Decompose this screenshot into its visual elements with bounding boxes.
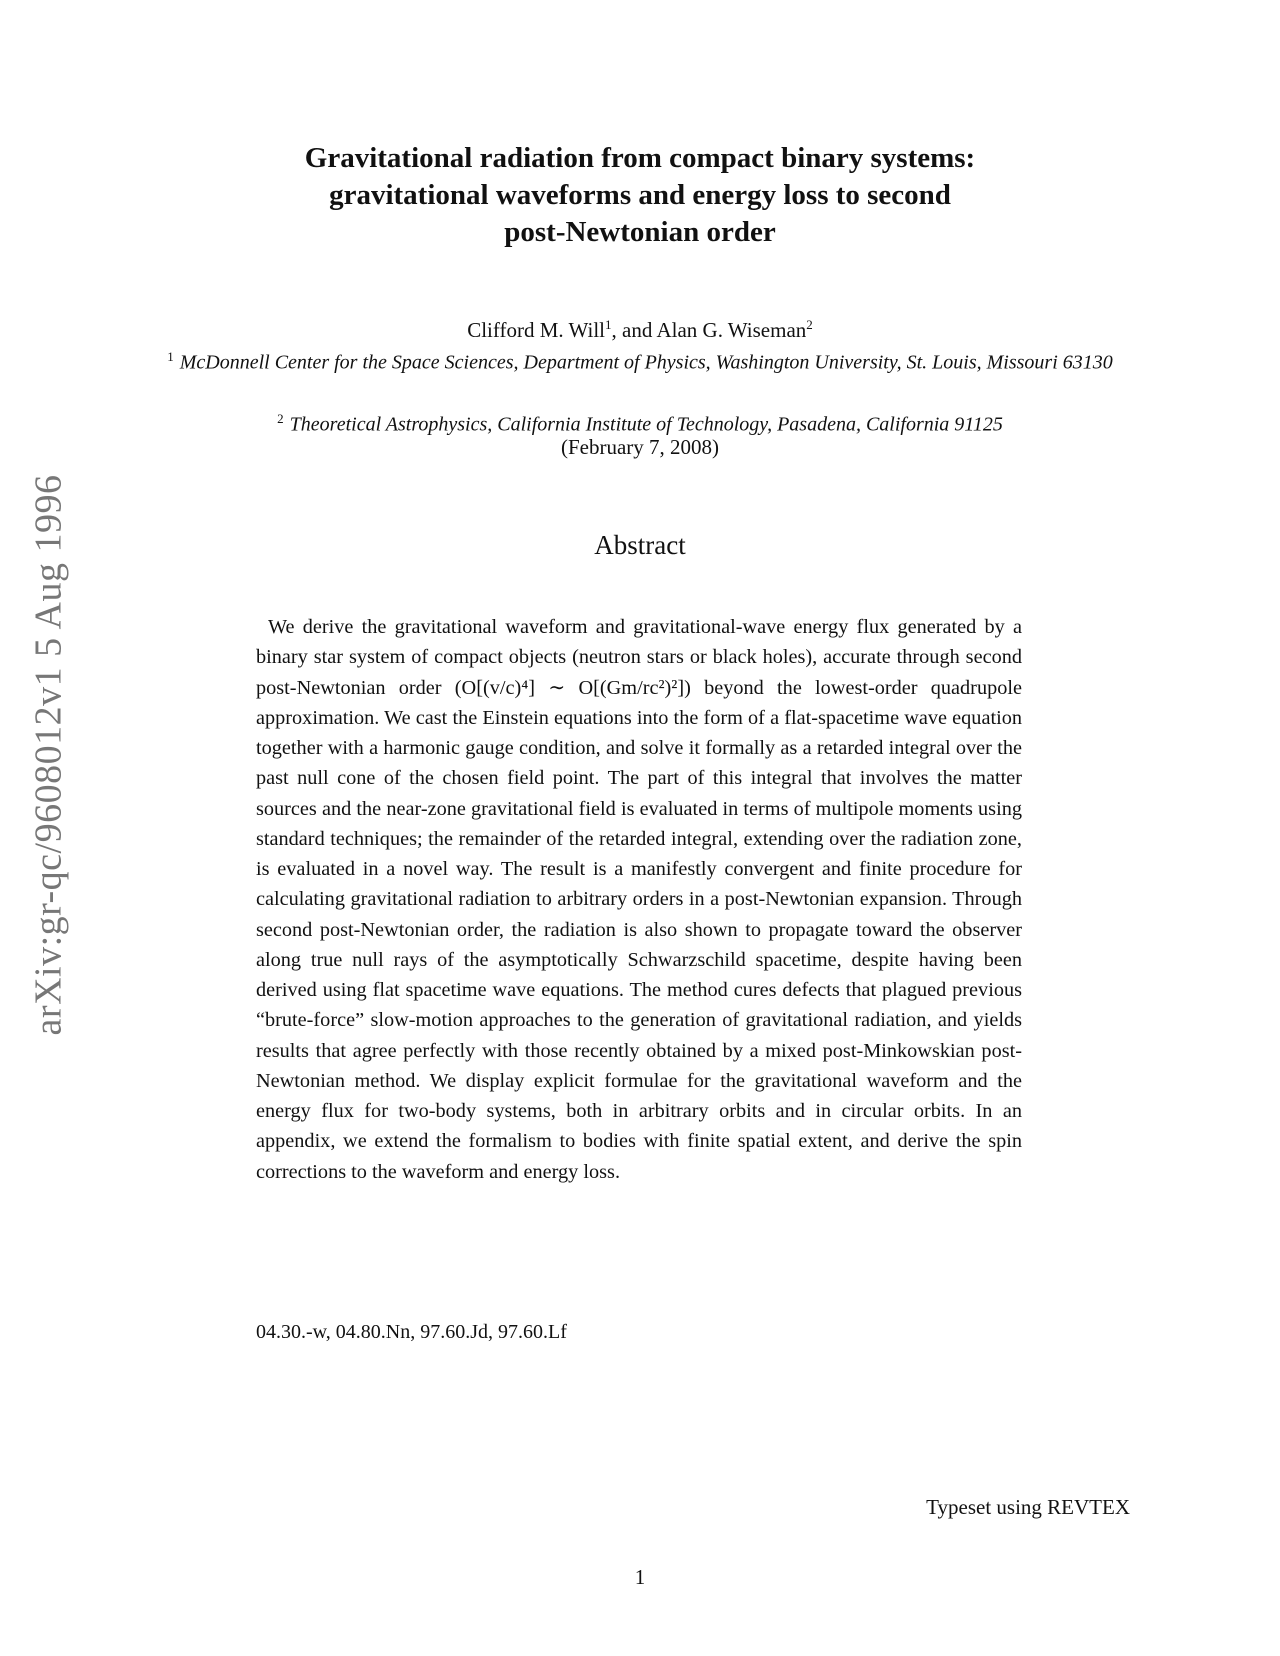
title-line-2: gravitational waveforms and energy loss to second — [329, 179, 951, 211]
page-number: 1 — [634, 1565, 646, 1589]
abstract-heading: Abstract — [594, 530, 686, 560]
paper-title — [200, 140, 1080, 251]
affiliation-1 — [130, 342, 1150, 378]
pacs-numbers: 04.30.-w, 04.80.Nn, 97.60.Jd, 97.60.Lf — [256, 1321, 567, 1343]
affiliation-2-text: Theoretical Astrophysics, California Institute of Technology, Pasadena, California 91125 — [289, 413, 1003, 436]
author-affiliation-mark-1: 1 — [605, 317, 612, 332]
arxiv-identifier-stamp — [20, 448, 76, 1062]
affiliation-2-mark: 2 — [277, 411, 284, 426]
affiliation-1-mark: 1 — [167, 349, 174, 364]
title-line-3: post-Newtonian order — [504, 216, 776, 248]
author-separator: , and — [611, 318, 657, 342]
abstract-text: We derive the gravitational waveform and gravitational-wave energy flux generated by a binary star system of compact objects (neutron stars or black holes), accurate through second post-Newtonian order (O[(v/c)⁴] ∼ O[(Gm/rc²)²]) beyond the lowest-order quadrupole approximation. We cast the Einstein equations into the form of a flat-spacetime wave equation together with a harmonic gauge condition, and solve it formally as a retarded integral over the past null cone of the chosen field point. The part of this integral that involves the matter sources and the near-zone gravitational field is evaluated in terms of multipole moments using standard techniques; the remainder of the retarded integral, extending over the radiation zone, is evaluated in a novel way. The result is a manifestly convergent and finite procedure for calculating gravitational radiation to arbitrary orders in a post-Newtonian expansion. Through second post-Newtonian order, the radiation is also shown to propagate toward the observer along true null rays of the asymptotically Schwarzschild spacetime, despite having been derived using flat spacetime wave equations. The method cures defects that plagued previous “brute-force” slow-motion approaches to the generation of gravitational radiation, and yields results that agree perfectly with those recently obtained by a mixed post-Minkowskian post-Newtonian method. We display explicit formulae for the gravitational waveform and the energy flux for two-body systems, both in arbitrary orbits and in circular orbits. In an appendix, we extend the formalism to bodies with finite spatial extent, and derive the spin corrections to the waveform and energy loss. — [256, 616, 1022, 1183]
author-affiliation-mark-2: 2 — [806, 317, 813, 332]
author-list — [140, 312, 1140, 343]
typeset-note: Typeset using REVTEX — [926, 1495, 1130, 1519]
affiliation-1-text: McDonnell Center for the Space Sciences, Department of Physics, Washington University, St. Louis, Missouri 63130 — [179, 351, 1113, 374]
arxiv-identifier-text: arXiv:gr-qc/9608012v1 5 Aug 1996 — [27, 474, 69, 1036]
title-line-1: Gravitational radiation from compact binary systems: — [304, 142, 976, 174]
paper-date: (February 7, 2008) — [560, 435, 720, 459]
author-name-wiseman: Alan G. Wiseman — [656, 318, 807, 342]
author-name-will: Clifford M. Will — [467, 318, 606, 342]
